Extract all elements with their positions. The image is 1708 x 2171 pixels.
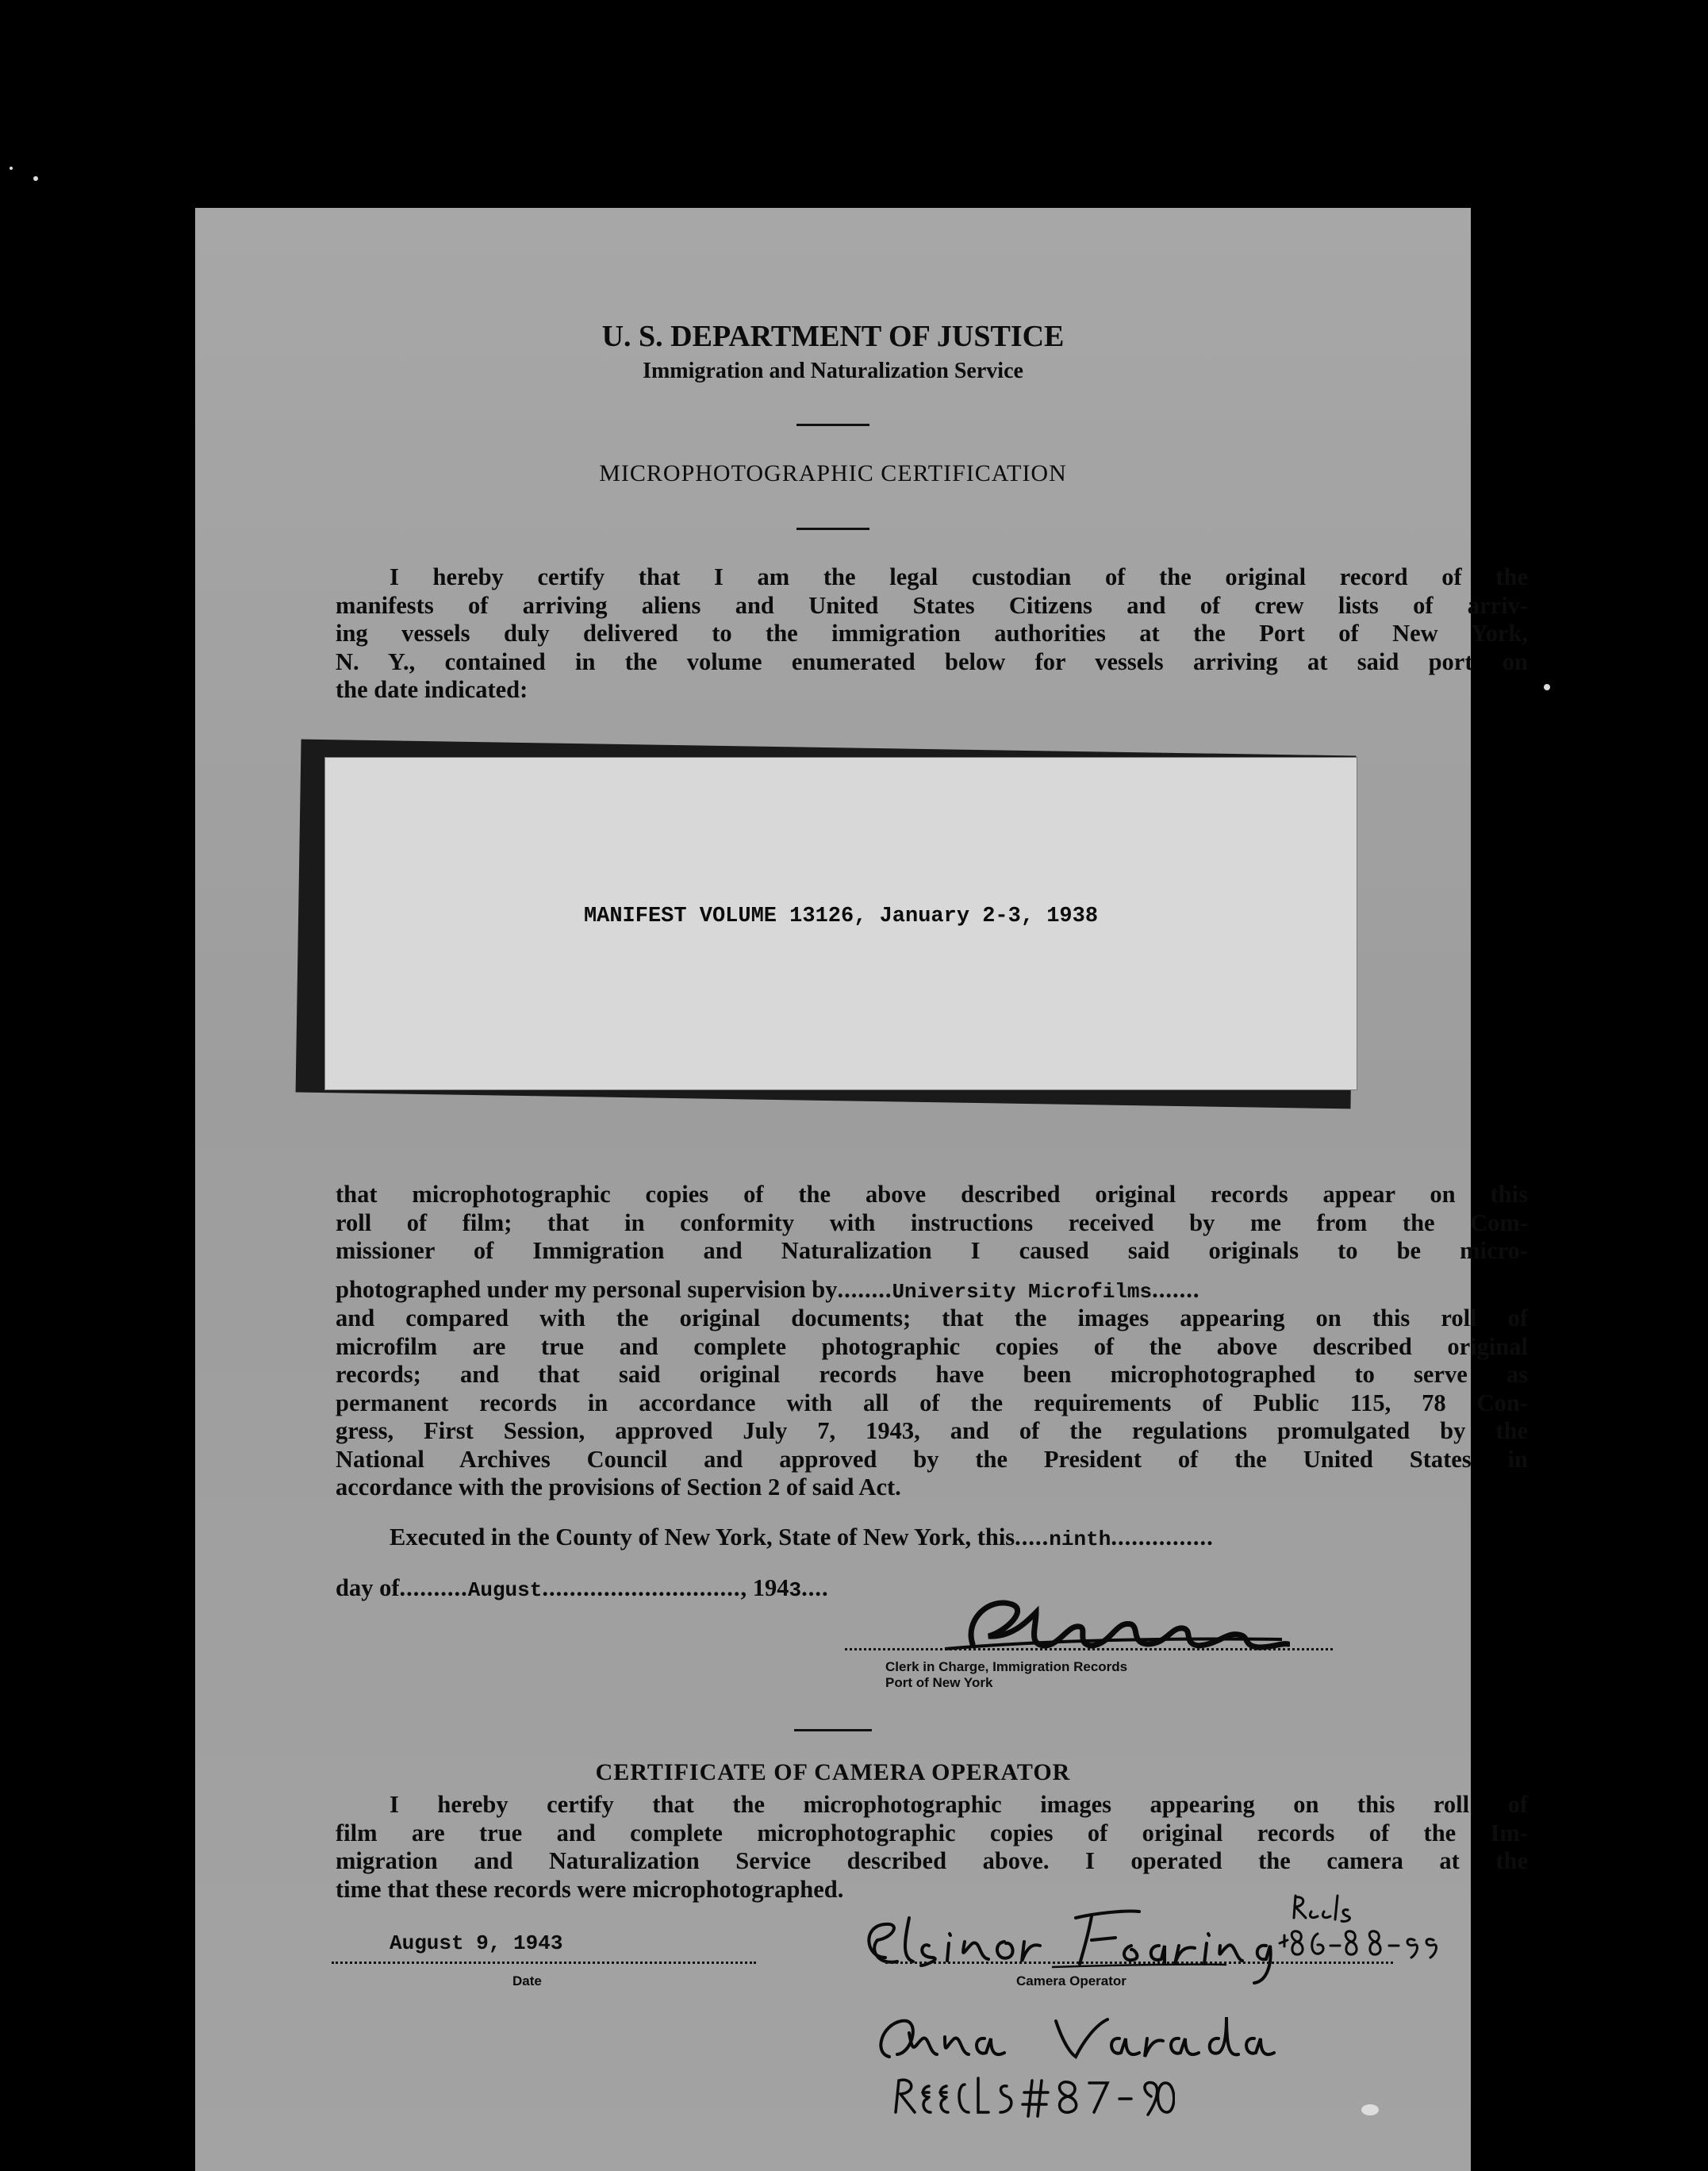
paragraph-line: National Archives Council and approved by the President of the United States in (336, 1445, 1528, 1473)
paragraph-line: accordance with the provisions of Section 2 of said Act. (336, 1474, 901, 1500)
supervision-prefix: photographed under my personal supervision by (336, 1276, 838, 1303)
reels-note-handwriting (1278, 1894, 1464, 1969)
microfilm-company: University Microfilms (892, 1280, 1153, 1304)
paragraph-line: film are true and complete microphotographic copies of original records of the Im- (336, 1819, 1528, 1846)
paragraph-line: manifests of arriving aliens and United States Citizens and of crew lists of arriv- (336, 591, 1528, 619)
camera-certificate-title: CERTIFICATE OF CAMERA OPERATOR (595, 1759, 1071, 1785)
supervision-line (336, 1276, 1199, 1304)
paragraph-line: microfilm are true and complete photographic copies of the above described original (336, 1332, 1528, 1360)
year-prefix: , 194 (740, 1574, 789, 1601)
dotted-leader: ....... (1152, 1276, 1200, 1303)
clerk-port: Port of New York (885, 1675, 993, 1690)
scan-speck (1544, 684, 1550, 690)
paragraph-line: I hereby certify that I am the legal custodian of the original record of the (390, 563, 1528, 590)
clerk-title: Clerk in Charge, Immigration Records (885, 1659, 1128, 1674)
date-line (332, 1962, 756, 1964)
dotted-leader: .......... (399, 1574, 468, 1601)
dotted-leader: ............... (1111, 1524, 1214, 1550)
scan-speck (33, 176, 38, 181)
clerk-signature-line (845, 1648, 1333, 1650)
dotted-leader: ........ (837, 1276, 892, 1303)
scan-speck (10, 167, 13, 170)
paragraph-line: permanent records in accordance with all of the requirements of Public 115, 78 Con- (336, 1389, 1528, 1416)
paragraph-line: roll of film; that in conformity with instructions received by me from the Com- (336, 1208, 1528, 1236)
divider-rule (796, 528, 869, 530)
day-of-line (336, 1574, 829, 1602)
reels-note-2-handwriting (889, 2069, 1175, 2124)
paragraph-line: gress, First Session, approved July 7, 1943, and of the regulations promulgated by the (336, 1417, 1528, 1444)
date-caption: Date (512, 1973, 542, 1988)
divider-rule (794, 1729, 872, 1731)
paragraph-line: and compared with the original documents; that the images appearing on this roll of (336, 1305, 1528, 1331)
paragraph-line: ing vessels duly delivered to the immigration authorities at the Port of New York, (336, 620, 1528, 647)
clerk-signature-image (941, 1589, 1290, 1656)
paragraph-line: time that these records were microphotographed. (336, 1875, 844, 1903)
executed-month: August (467, 1578, 543, 1602)
certificate-page (195, 208, 1528, 2171)
operator-caption: Camera Operator (1016, 1973, 1127, 1988)
second-signature-image (866, 1997, 1278, 2077)
executed-day: ninth (1049, 1527, 1111, 1551)
paragraph-line: missioner of Immigration and Naturalization I caused said originals to be micro- (336, 1237, 1528, 1264)
paragraph-line: records; and that said original records have been microphotographed to serve as (336, 1361, 1528, 1388)
paragraph-line: N. Y., contained in the volume enumerated below for vessels arriving at said port on (336, 647, 1528, 675)
body-paragraph (336, 1181, 1528, 1266)
executed-prefix: Executed in the County of New York, State of New York, this (390, 1524, 1015, 1550)
department-heading: U. S. DEPARTMENT OF JUSTICE (601, 320, 1065, 353)
paragraph-line: migration and Naturalization Service described above. I operated the camera at the (336, 1847, 1528, 1874)
dotted-leader: ..... (1015, 1524, 1050, 1550)
day-of-label: day of (336, 1574, 400, 1601)
camera-paragraph (336, 1791, 1528, 1904)
manifest-volume-text: MANIFEST VOLUME 13126, January 2-3, 1938 (583, 905, 1099, 928)
executed-line (390, 1524, 1214, 1551)
camera-date: August 9, 1943 (390, 1931, 563, 1955)
paragraph-line: that microphotographic copies of the above described original records appear on this (336, 1181, 1528, 1208)
year-digit: 3 (789, 1578, 802, 1602)
intro-paragraph (336, 563, 1528, 705)
manifest-label (324, 757, 1357, 1090)
body-paragraph (336, 1305, 1528, 1502)
clerk-caption (885, 1659, 1127, 1691)
scan-speck (1361, 2104, 1379, 2115)
service-subheading: Immigration and Naturalization Service (643, 359, 1023, 383)
divider-rule (796, 424, 869, 426)
dotted-leader: .... (801, 1574, 829, 1601)
paragraph-line: I hereby certify that the microphotographic images appearing on this roll of (390, 1791, 1528, 1818)
paragraph-line: the date indicated: (336, 676, 528, 703)
certification-title: MICROPHOTOGRAPHIC CERTIFICATION (599, 460, 1067, 486)
dotted-leader: ............................. (542, 1574, 741, 1601)
